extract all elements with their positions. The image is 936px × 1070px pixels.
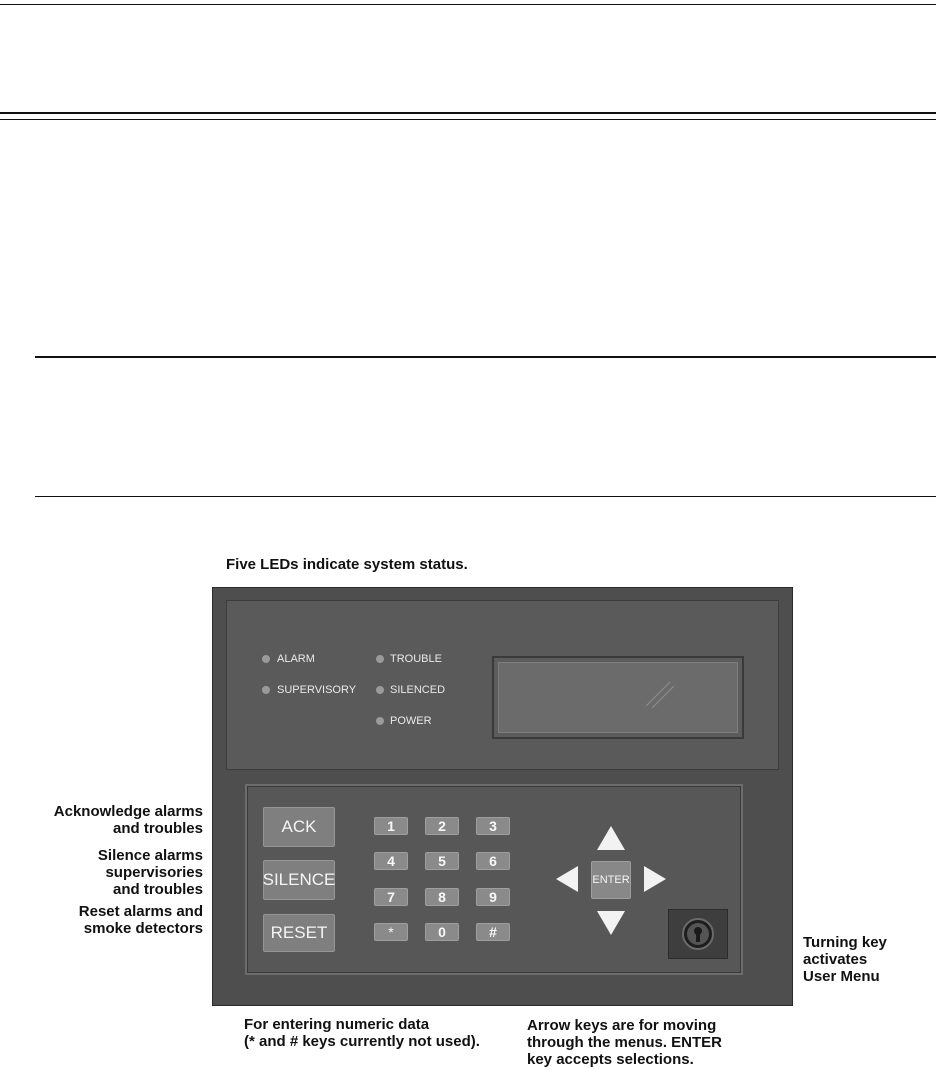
lcd-screen <box>498 662 738 733</box>
key-caption-line: activates <box>803 951 868 968</box>
reset-caption-line: smoke detectors <box>83 920 203 937</box>
silence-caption-line: and troubles <box>112 881 203 898</box>
arrow-left-icon[interactable] <box>556 866 578 892</box>
reset-button[interactable]: RESET <box>263 914 335 952</box>
power-led-label: POWER <box>390 715 432 727</box>
key-caption <box>803 934 887 985</box>
ack-button[interactable]: ACK <box>263 807 335 847</box>
section-rule-top <box>35 356 936 358</box>
keypad-key-5[interactable]: 5 <box>425 852 459 870</box>
power-led-icon <box>376 717 384 725</box>
keypad-key-1[interactable]: 1 <box>374 817 408 835</box>
keypad-key-6[interactable]: 6 <box>476 852 510 870</box>
led-caption: Five LEDs indicate system status. <box>226 556 468 573</box>
glare-icon <box>640 674 680 714</box>
keypad-key-8[interactable]: 8 <box>425 888 459 906</box>
supervisory-led-icon <box>262 686 270 694</box>
keypad-key-7[interactable]: 7 <box>374 888 408 906</box>
reset-caption <box>0 903 203 937</box>
arrow-right-icon[interactable] <box>644 866 666 892</box>
silence-caption <box>0 847 203 898</box>
keypad-key-2[interactable]: 2 <box>425 817 459 835</box>
silence-caption-line: supervisories <box>105 864 203 881</box>
arrows-caption-line: through the menus. ENTER <box>527 1034 722 1051</box>
arrows-caption <box>527 1017 722 1068</box>
ack-caption <box>0 803 203 837</box>
silenced-led-label: SILENCED <box>390 684 446 696</box>
key-switch[interactable] <box>668 909 728 959</box>
silence-button[interactable]: SILENCE <box>263 860 335 900</box>
top-rule <box>0 4 936 5</box>
arrow-down-icon[interactable] <box>597 911 625 935</box>
arrow-up-icon[interactable] <box>597 826 625 850</box>
ack-caption-line: Acknowledge alarms <box>53 803 203 820</box>
numeric-caption-line: For entering numeric data <box>244 1016 430 1033</box>
key-switch-icon <box>669 910 727 958</box>
keypad-key-star[interactable]: * <box>374 923 408 941</box>
ack-caption-line: and troubles <box>112 820 203 837</box>
numeric-caption <box>244 1016 480 1050</box>
arrows-caption-line: key accepts selections. <box>527 1051 694 1068</box>
keypad-key-0[interactable]: 0 <box>425 923 459 941</box>
header-rule-lower <box>0 119 936 120</box>
trouble-led-label: TROUBLE <box>390 653 442 665</box>
silence-caption-line: Silence alarms <box>97 847 203 864</box>
supervisory-led-label: SUPERVISORY <box>277 684 357 696</box>
alarm-led-icon <box>262 655 270 663</box>
silenced-led-icon <box>376 686 384 694</box>
key-caption-line: Turning key <box>803 934 887 951</box>
numeric-caption-line: (* and # keys currently not used). <box>244 1033 480 1050</box>
keypad-key-4[interactable]: 4 <box>374 852 408 870</box>
key-caption-line: User Menu <box>803 968 880 985</box>
keypad-key-3[interactable]: 3 <box>476 817 510 835</box>
reset-caption-line: Reset alarms and <box>78 903 203 920</box>
header-rule-upper <box>0 112 936 114</box>
trouble-led-icon <box>376 655 384 663</box>
arrows-caption-line: Arrow keys are for moving <box>527 1017 717 1034</box>
keypad-key-hash[interactable]: # <box>476 923 510 941</box>
section-rule-bottom <box>35 496 936 497</box>
keypad-key-9[interactable]: 9 <box>476 888 510 906</box>
alarm-led-label: ALARM <box>277 653 315 665</box>
enter-button[interactable]: ENTER <box>591 861 631 899</box>
